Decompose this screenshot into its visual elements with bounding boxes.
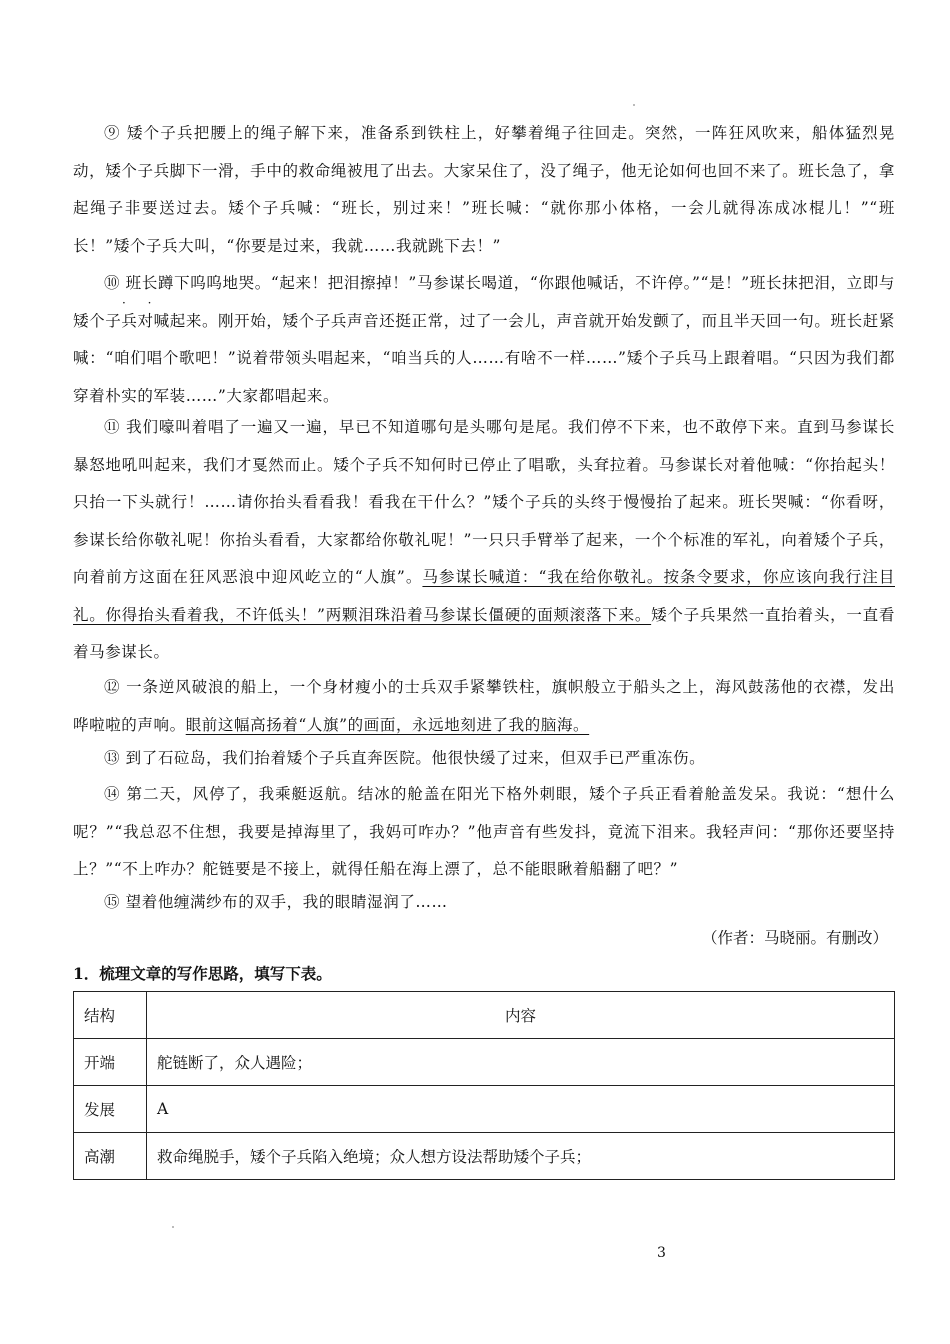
scan-speck — [172, 1226, 174, 1228]
paragraph-12 — [73, 669, 895, 744]
emphasis-dots: · · — [122, 296, 161, 310]
paragraph-11 — [73, 409, 895, 672]
page-number: 3 — [657, 1245, 666, 1261]
paragraph-12-text: ⑫ 一条逆风破浪的船上，一个身材瘦小的士兵双手紧攀铁柱，旗帜般立于船头之上，海风鼓荡他的衣襟，发出哗啦啦的声响。 — [73, 678, 895, 734]
question-title: 1．梳理文章的写作思路，填写下表。 — [73, 964, 332, 983]
scan-speck — [633, 104, 635, 106]
table-cell-content: A — [147, 1086, 895, 1133]
paragraph-15: ⑮ 望着他缠满纱布的双手，我的眼睛湿润了…… — [104, 893, 448, 911]
table-cell-label: 发展 — [74, 1086, 147, 1133]
author-credit: （作者：马晓丽。有删改） — [701, 929, 888, 947]
table-header-content: 内容 — [147, 992, 895, 1039]
paragraph-11-text: ⑪ 我们嚎叫着唱了一遍又一遍，早已不知道哪句是头哪句是尾。我们停不下来，也不敢停下来。直到马参谋长暴怒地吼叫起来，我们才戛然而止。矮个子兵不知何时已停止了唱歌，头耷拉着。马参谋长对着他喊：“你抬起头！只抬一下头就行！……请你抬头看看我！看我在干什么？”矮个子兵的头终于慢慢抬了起来。班长哭喊：“你看呀，参谋长给你敬礼呢！你抬头看看，大家都给你敬礼呢！”一只只手臂举了起来，一个个标准的军礼，向着矮个子兵，向着前方这面在狂风恶浪中迎风屹立的“人旗”。 — [73, 418, 895, 586]
table-cell-label: 高潮 — [74, 1133, 147, 1180]
table-cell-content: 舵链断了，众人遇险； — [147, 1039, 895, 1086]
table-row — [74, 1039, 895, 1086]
table-cell-content: 救命绳脱手，矮个子兵陷入绝境；众人想方设法帮助矮个子兵； — [147, 1133, 895, 1180]
structure-table — [73, 991, 895, 1180]
table-row — [74, 1133, 895, 1180]
paragraph-11-underlined: 马参谋长喊道：“我在给你敬礼。按条令要求，你应该向我行注目礼。你得抬头看着我，不许低头！”两颗泪珠沿着马参谋长僵硬的面颊滚落下来。 — [73, 568, 895, 624]
paragraph-9: ⑨ 矮个子兵把腰上的绳子解下来，准备系到铁柱上，好攀着绳子往回走。突然，一阵狂风吹来，船体猛烈晃动，矮个子兵脚下一滑，手中的救命绳被甩了出去。大家呆住了，没了绳子，他无论如何也回不来了。班长急了，拿起绳子非要送过去。矮个子兵喊：“班长，别过来！”班长喊：“就你那小体格，一会儿就得冻成冰棍儿！”“班长！”矮个子兵大叫，“你要是过来，我就……我就跳下去！” — [73, 124, 895, 255]
paragraph-10: ⑩ 班长蹲下呜呜地哭。“起来！把泪擦掉！”马参谋长喝道，“你跟他喊话，不许停。”“是！”班长抹把泪，立即与矮个子兵对喊起来。刚开始，矮个子兵声音还挺正常，过了一会儿，声音就开始发颤了，而且半天回一句。班长赶紧喊：“咱们唱个歌吧！”说着带领头唱起来，“咱当兵的人……有啥不一样……”矮个子兵马上跟着唱。“只因为我们都穿着朴实的军装……”大家都唱起来。 — [73, 274, 895, 405]
paragraph-11-tail: 矮个子兵果然一直抬着头，一直看着马参谋长。 — [73, 605, 895, 661]
paragraph-14: ⑭ 第二天，风停了，我乘艇返航。结冰的舱盖在阳光下格外刺眼，矮个子兵正看着舱盖发呆。我说：“想什么呢？”“我总忍不住想，我要是掉海里了，我妈可咋办？”他声音有些发抖，竟流下泪来。我轻声问：“那你还要坚持上？”“不上咋办？舵链要是不接上，就得任船在海上漂了，总不能眼瞅着船翻了吧？” — [73, 785, 895, 878]
paragraph-13: ⑬ 到了石砬岛，我们抬着矮个子兵直奔医院。他很快缓了过来，但双手已严重冻伤。 — [104, 749, 706, 767]
table-header-structure: 结构 — [74, 992, 147, 1039]
table-cell-label: 开端 — [74, 1039, 147, 1086]
table-header-row — [74, 992, 895, 1039]
table-row — [74, 1086, 895, 1133]
paragraph-12-underlined: 眼前这幅高扬着“人旗”的画面，永远地刻进了我的脑海。 — [185, 715, 590, 734]
